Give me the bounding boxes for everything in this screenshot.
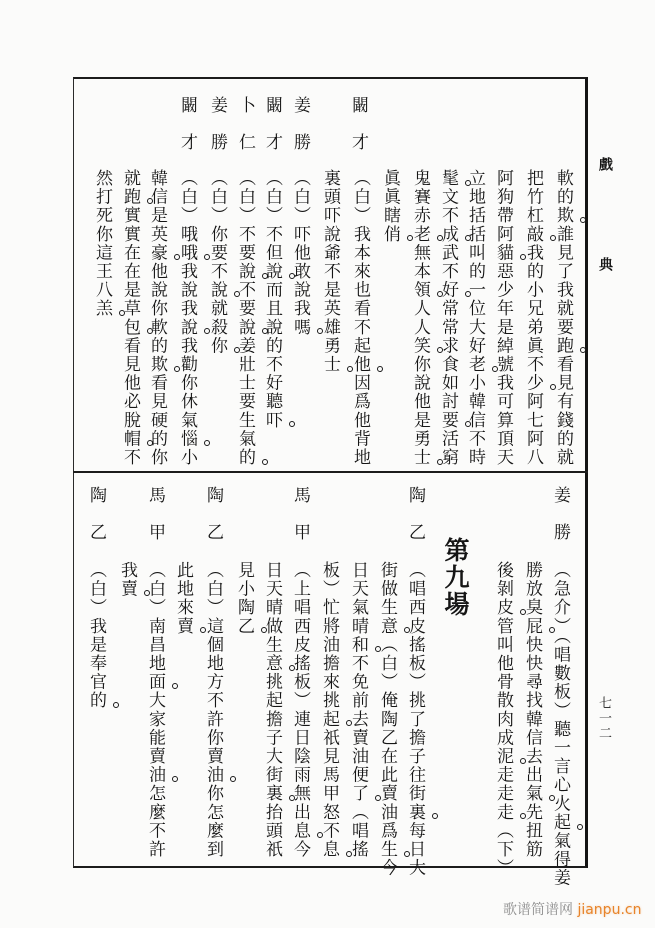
watermark-domain: jianpu.cn bbox=[577, 902, 642, 918]
speech-line: （白）這個地方不許你賣油你怎麼到 bbox=[203, 561, 223, 859]
speech-line: （白）我本來也看不起他因爲他背地 bbox=[350, 169, 370, 467]
text-column: 鬼賽赤老無本領人人笑你說他是勇士 bbox=[410, 169, 430, 467]
speech-line: 日天晴做生意挑起擔子大街裏抬頭祇 bbox=[262, 561, 282, 859]
speech-line: （白）我是奉官的 bbox=[86, 561, 106, 710]
text-column: 阿狗帶阿貓惡少年是綽號我可算頂天 bbox=[493, 169, 513, 467]
page-number: 七一二 bbox=[596, 696, 611, 741]
speech-line: （白）不但說而且說的不好聽吓 bbox=[262, 169, 282, 430]
speaker-name: 姜勝 bbox=[550, 486, 570, 560]
speaker-name: 闞才 bbox=[177, 96, 197, 170]
speech-line: 就跑實實在在是草包看見他必脫帽不 bbox=[120, 169, 140, 467]
speech-line: 此地來賣 bbox=[173, 561, 193, 636]
speech-line: 韓信是英豪他說你軟的欺看見硬的你 bbox=[147, 169, 167, 467]
speaker-name: 卜仁 bbox=[235, 96, 255, 170]
text-column: 軟的欺誰見了我就要跑看見有錢的就 bbox=[553, 169, 573, 467]
speech-line: 我賣 bbox=[117, 561, 137, 599]
speaker-name: 陶乙 bbox=[405, 486, 425, 560]
speech-line: （白）南昌地面大家能賣油怎麼不許 bbox=[145, 561, 165, 859]
speaker-name: 闞才 bbox=[348, 96, 368, 170]
speech-line: （白）吓他敢說我嗎 bbox=[290, 169, 310, 337]
speech-line: 然打死你這王八羔 bbox=[92, 169, 112, 318]
speech-line: 板）忙將油擔來挑起祇見馬甲怒不息 bbox=[319, 561, 339, 859]
speech-line: （急介）（唱數板）聽一言心火起氣得姜 bbox=[550, 561, 570, 888]
speech-line: 裏頭吓說爺不是英雄勇士 bbox=[320, 169, 340, 374]
text-column: 眞眞瞎俏 bbox=[380, 169, 400, 244]
speaker-name: 姜勝 bbox=[290, 96, 310, 170]
speech-line: 後剝皮管叫他骨散肉成泥走走走（下） bbox=[493, 561, 513, 878]
speech-line: （白）哦哦我說我說我勸你休氣惱小 bbox=[177, 169, 197, 467]
speech-line: （白）你要不說就殺你 bbox=[207, 169, 227, 356]
text-column: 立地括括叫的一位大好老小韓信不時 bbox=[465, 169, 485, 467]
speech-line: （上唱西皮搖板）連日陰雨無出息今 bbox=[290, 561, 310, 859]
speech-line: 勝放臭屁快快尋找韓信去出氣先扭筋 bbox=[522, 561, 542, 859]
text-column: 髦文不成武不好常常求食如討要活窮 bbox=[438, 169, 458, 467]
running-head: 戲典 bbox=[597, 157, 613, 357]
speech-line: 日天氣晴和不免前去賣油便了（唱搖 bbox=[348, 561, 368, 859]
speech-line: （白）不要說不要說姜壯士要生氣的 bbox=[235, 169, 255, 467]
text-column: 把竹杠敲我的小兄弟眞不少阿七阿八 bbox=[523, 169, 543, 467]
speaker-name: 陶乙 bbox=[86, 486, 106, 560]
speaker-name: 馬甲 bbox=[145, 486, 165, 560]
speech-line: 見小陶乙 bbox=[234, 561, 254, 636]
half-divider-line bbox=[73, 471, 588, 473]
speech-line: （唱西皮搖板）挑了擔子往街裏每日大 bbox=[405, 561, 425, 878]
speaker-name: 闞才 bbox=[262, 96, 282, 170]
watermark bbox=[503, 899, 641, 919]
speech-line: 街做生意（白）俺陶乙在此賣油爲生今 bbox=[377, 561, 397, 878]
speaker-name: 馬甲 bbox=[290, 486, 310, 560]
watermark-site-name: 歌谱简谱网 bbox=[503, 902, 573, 918]
scene-heading: 第九場 bbox=[441, 537, 470, 618]
speaker-name: 陶乙 bbox=[203, 486, 223, 560]
speaker-name: 姜勝 bbox=[207, 96, 227, 170]
